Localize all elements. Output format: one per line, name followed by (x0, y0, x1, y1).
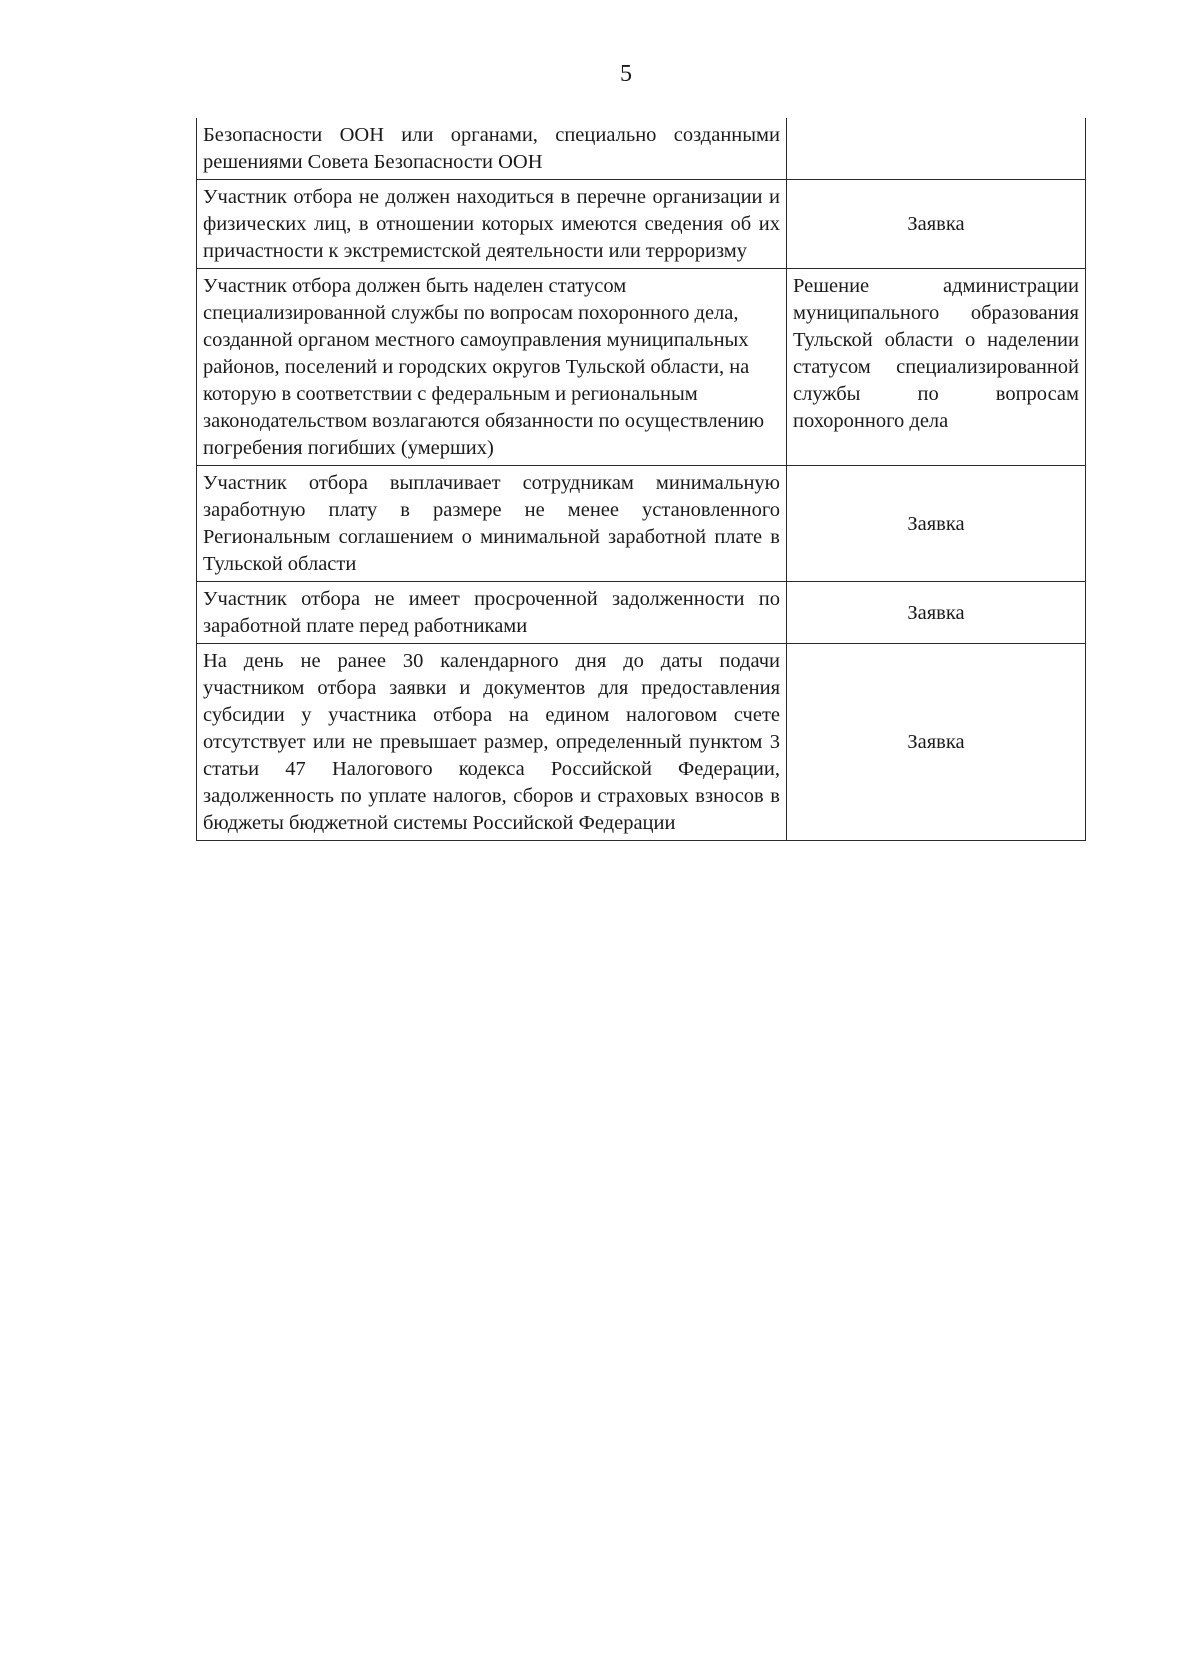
requirement-cell: Участник отбора не должен находиться в перечне организации и физических лиц, в отношении которых имеются сведения об их причастности к экстремистской деятельности или терроризму (197, 180, 787, 269)
table-row (197, 180, 1086, 269)
requirement-cell: Безопасности ООН или органами, специально созданными решениями Совета Безопасности ООН (197, 118, 787, 180)
requirement-cell: На день не ранее 30 календарного дня до даты подачи участником отбора заявки и документов для предоставления субсидии у участника отбора на едином налоговом счете отсутствует или не превышает размер, определенный пунктом 3 статьи 47 Налогового кодекса Российской Федерации, задолженность по уплате налогов, сборов и страховых взносов в бюджеты бюджетной системы Российской Федерации (197, 644, 787, 841)
requirements-table (196, 118, 1086, 841)
table-row (197, 118, 1086, 180)
document-cell: Заявка (787, 582, 1086, 644)
table-row (197, 644, 1086, 841)
table-row (197, 466, 1086, 582)
document-cell: Решение администрации муниципального образования Тульской области о наделении статусом специализированной службы по вопросам похоронного дела (787, 269, 1086, 466)
requirement-cell: Участник отбора не имеет просроченной задолженности по заработной плате перед работниками (197, 582, 787, 644)
document-cell (787, 118, 1086, 180)
table-row (197, 269, 1086, 466)
requirement-cell: Участник отбора должен быть наделен статусом специализированной службы по вопросам похоронного дела, созданной органом местного самоуправления муниципальных районов, поселений и городских округов Тульской области, на которую в соответствии с федеральным и региональным законодательством возлагаются обязанности по осуществлению погребения погибших (умерших) (197, 269, 787, 466)
document-cell: Заявка (787, 644, 1086, 841)
document-cell: Заявка (787, 180, 1086, 269)
requirement-cell: Участник отбора выплачивает сотрудникам минимальную заработную плату в размере не менее установленного Региональным соглашением о минимальной заработной плате в Тульской области (197, 466, 787, 582)
document-cell: Заявка (787, 466, 1086, 582)
page-number: 5 (620, 61, 632, 87)
table-row (197, 582, 1086, 644)
